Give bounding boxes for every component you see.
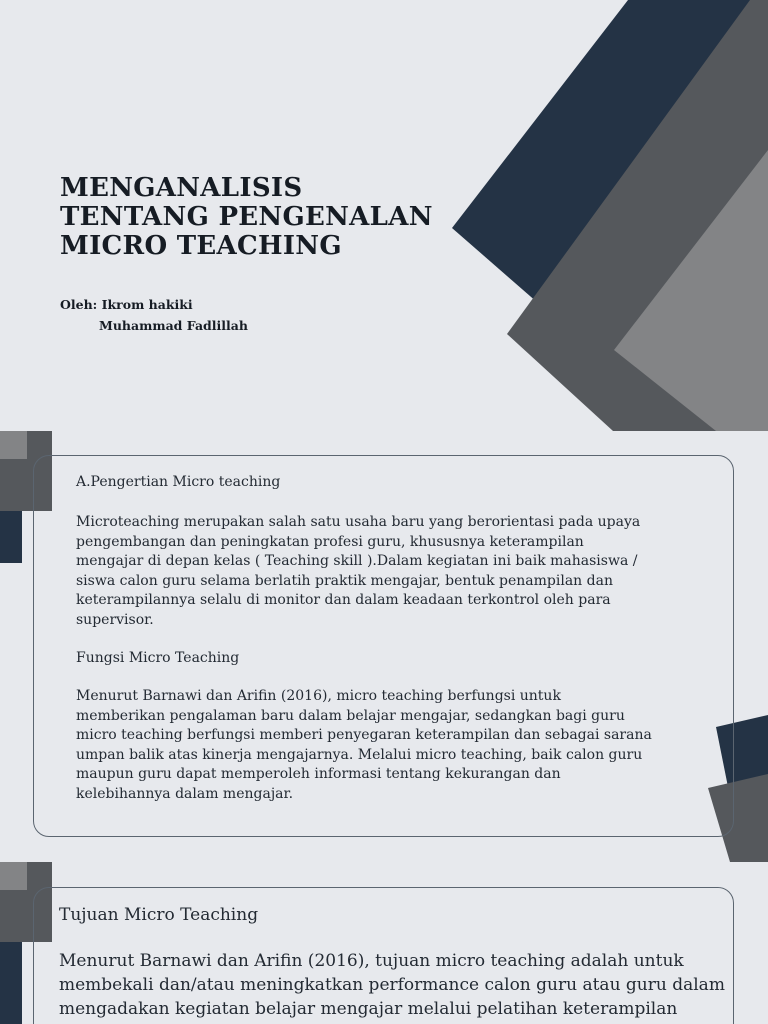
- section-heading: Tujuan Micro Teaching: [59, 905, 259, 925]
- text-line: maupun guru dapat memperoleh informasi tentang kekurangan dan: [76, 766, 561, 782]
- text-line: kelebihannya dalam mengajar.: [76, 785, 294, 802]
- text-line: mengadakan kegiatan belajar mengajar melalui pelatihan keterampilan: [59, 999, 678, 1019]
- title-line: MICRO TEACHING: [60, 231, 342, 261]
- cover-slide: [0, 0, 768, 431]
- function-paragraph: [76, 687, 706, 804]
- text-line: siswa calon guru selama berlatih praktik mengajar, bentuk penampilan dan: [76, 572, 613, 589]
- navy-square-left: [0, 940, 22, 1024]
- text-line: pengembangan dan peningkatan profesi guru, khususnya keterampilan: [76, 533, 584, 550]
- objective-paragraph: [59, 949, 729, 1021]
- text-line: Menurut Barnawi dan Arifin (2016), tujuan micro teaching adalah untuk: [59, 951, 684, 971]
- content-slide-b: [0, 862, 768, 1024]
- page-title: [60, 174, 460, 261]
- text-line: mengajar di depan kelas ( Teaching skill ).Dalam kegiatan ini baik mahasiswa /: [76, 553, 638, 569]
- title-line: TENTANG PENGENALAN: [60, 202, 433, 232]
- section-heading: A.Pengertian Micro teaching: [76, 474, 281, 490]
- content-slide-a: [0, 431, 768, 862]
- author-line-1: Oleh: Ikrom hakiki: [60, 297, 193, 312]
- text-line: Microteaching merupakan salah satu usaha baru yang berorientasi pada upaya: [76, 514, 641, 530]
- text-line: micro teaching berfungsi memberi penyegaran keterampilan dan sebagai sarana: [76, 727, 652, 743]
- definition-paragraph: [76, 513, 706, 630]
- text-line: membekali dan/atau meningkatkan performance calon guru atau guru dalam: [59, 975, 725, 995]
- subsection-heading: Fungsi Micro Teaching: [76, 650, 240, 666]
- title-line: MENGANALISIS: [60, 173, 303, 203]
- text-line: keterampilannya selalu di monitor dan dalam keadaan terkontrol oleh para: [76, 592, 611, 608]
- text-line: umpan balik atas kinerja mengajarnya. Melalui micro teaching, baik calon guru: [76, 746, 643, 763]
- text-line: supervisor.: [76, 611, 154, 628]
- gray-square-left: [0, 431, 27, 459]
- text-line: Menurut Barnawi dan Arifin (2016), micro teaching berfungsi untuk: [76, 688, 561, 704]
- text-line: memberikan pengalaman baru dalam belajar mengajar, sedangkan bagi guru: [76, 707, 625, 724]
- author-line-2: Muhammad Fadlillah: [99, 318, 248, 333]
- gray-square-left: [0, 862, 27, 890]
